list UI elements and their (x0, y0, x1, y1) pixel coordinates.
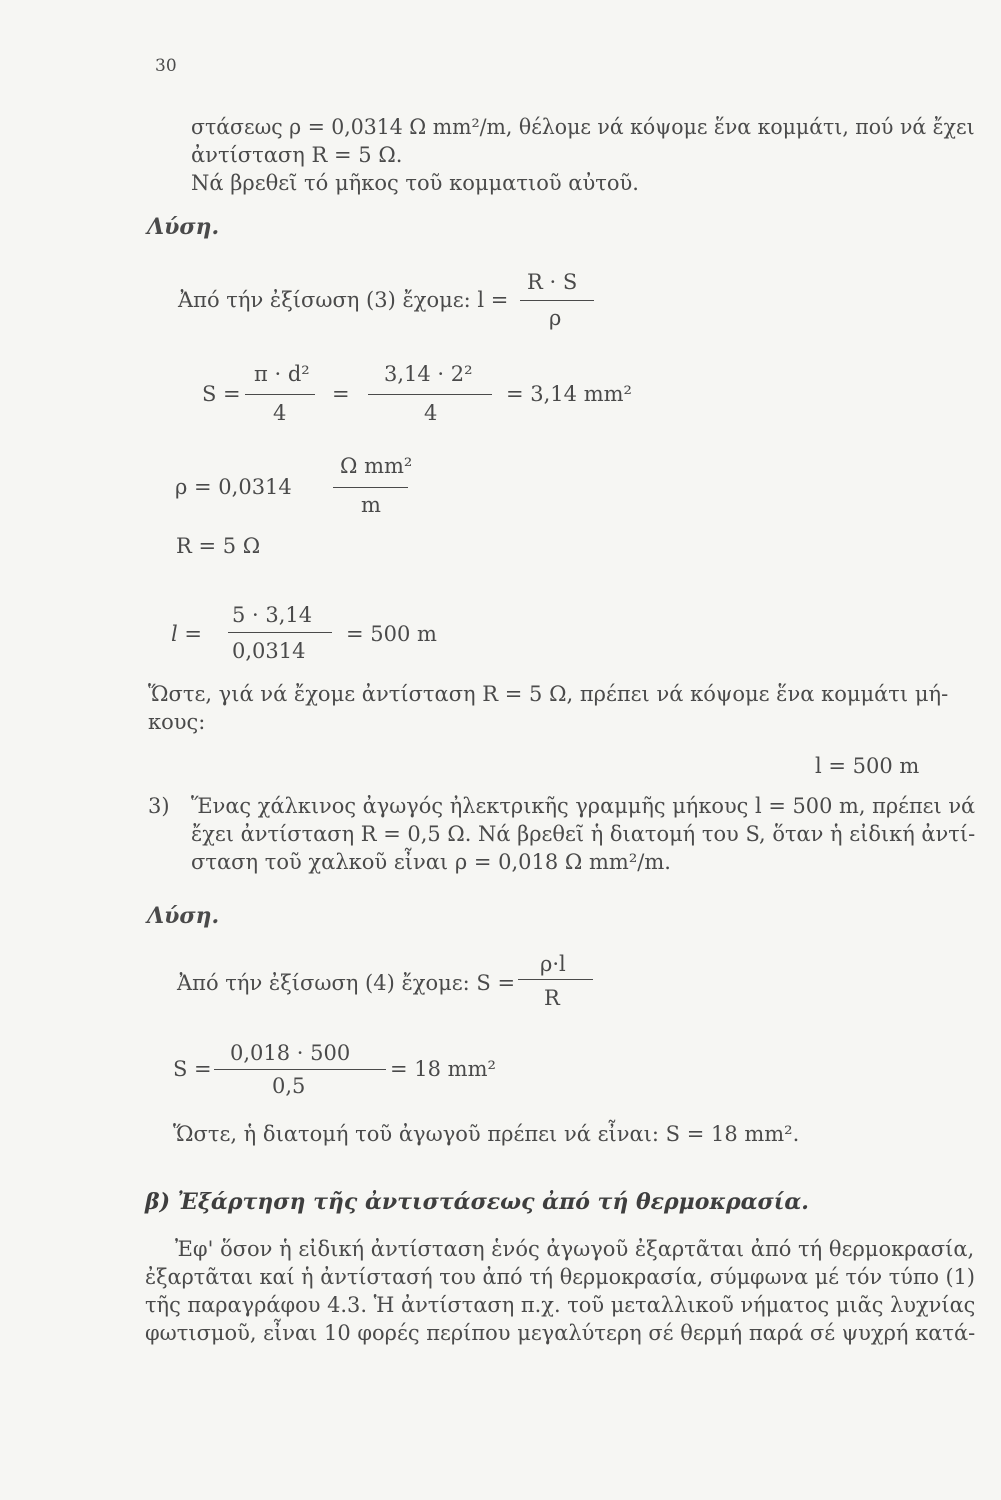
solution-2-label: Λύση. (147, 903, 220, 929)
l-numerator: 5 · 3,14 (232, 603, 313, 627)
section-b-line-3: τῆς παραγράφου 4.3. Ἡ ἀντίσταση π.χ. τοῦ μεταλλικοῦ νήματος μιᾶς λυχνίας (145, 1293, 976, 1317)
eq3-numerator: R · S (527, 270, 578, 294)
s-fraction-bar-2 (368, 394, 492, 395)
s-label: S = (202, 382, 241, 406)
conclusion-1-line-2: κους: (148, 710, 206, 734)
s-denominator-1: 4 (273, 401, 287, 425)
s-denominator-2: 4 (424, 401, 438, 425)
s-numerator-2: 3,14 · 2² (384, 362, 473, 386)
problem-3-line-1: Ἕνας χάλκινος ἀγωγός ἠλεκτρικῆς γραμμῆς μήκους l = 500 m, πρέπει νά (191, 794, 976, 818)
eq4-intro: Ἀπό τήν ἐξίσωση (4) ἔχομε: S = (177, 971, 516, 995)
s2-numerator: 0,018 · 500 (230, 1041, 351, 1065)
intro-line-2: ἀντίσταση R = 5 Ω. (191, 143, 403, 167)
eq4-fraction-bar (518, 979, 593, 980)
section-b-line-2: ἐξαρτᾶται καί ἡ ἀντίστασή του ἀπό τή θερμοκρασία, σύμφωνα μέ τόν τύπο (1) (145, 1265, 975, 1289)
section-b-heading: β) Ἐξάρτηση τῆς ἀντιστάσεως ἀπό τή θερμοκρασία. (145, 1189, 809, 1215)
conclusion-2: Ὥστε, ἡ διατομή τοῦ ἀγωγοῦ πρέπει νά εἶναι: S = 18 mm². (173, 1122, 800, 1146)
problem-3-number: 3) (148, 794, 170, 818)
s2-denominator: 0,5 (272, 1074, 306, 1098)
rho-label: ρ = 0,0314 (175, 475, 292, 499)
intro-line-1: στάσεως ρ = 0,0314 Ω mm²/m, θέλομε νά κόψομε ἕνα κομμάτι, πού νά ἔχει (191, 115, 975, 139)
s-fraction-bar-1 (245, 394, 315, 395)
rho-fraction-bar (333, 487, 408, 488)
page-number: 30 (155, 56, 177, 76)
l-result: = 500 m (346, 622, 437, 646)
solution-1-label: Λύση. (147, 214, 220, 240)
eq3-intro: Ἀπό τήν ἐξίσωση (3) ἔχομε: l = (178, 288, 509, 312)
r-value: R = 5 Ω (176, 534, 261, 558)
eq4-denominator: R (544, 986, 560, 1010)
l-denominator: 0,0314 (232, 639, 306, 663)
eq3-fraction-bar (520, 300, 594, 301)
eq3-denominator: ρ (549, 306, 562, 330)
section-b-line-4: φωτισμοῦ, εἶναι 10 φορές περίπου μεγαλύτερη σέ θερμή παρά σέ ψυχρή κατά- (145, 1321, 976, 1345)
s-equals: = (332, 382, 350, 406)
s2-result: = 18 mm² (390, 1057, 496, 1081)
problem-3-line-3: σταση τοῦ χαλκοῦ εἶναι ρ = 0,018 Ω mm²/m. (191, 850, 671, 874)
answer-1: l = 500 m (815, 754, 920, 778)
s-result: = 3,14 mm² (506, 382, 632, 406)
problem-3-line-2: ἔχει ἀντίσταση R = 0,5 Ω. Νά βρεθεῖ ἡ διατομή του S, ὅταν ἡ εἰδική ἀντί- (191, 822, 976, 846)
s-numerator-1: π · d² (254, 362, 310, 386)
rho-denominator: m (361, 493, 381, 517)
s2-fraction-bar (214, 1069, 386, 1070)
conclusion-1-line-1: Ὥστε, γιά νά ἔχομε ἀντίσταση R = 5 Ω, πρέπει νά κόψομε ἕνα κομμάτι μή- (148, 682, 949, 706)
l-fraction-bar (228, 632, 332, 633)
rho-numerator: Ω mm² (340, 454, 413, 478)
s2-label: S = (173, 1057, 212, 1081)
eq4-numerator: ρ·l (540, 952, 566, 976)
section-b-line-1: Ἐφ' ὅσον ἡ εἰδική ἀντίσταση ἑνός ἀγωγοῦ ἐξαρτᾶται ἀπό τή θερμοκρασία, (175, 1237, 975, 1261)
intro-line-3: Νά βρεθεῖ τό μῆκος τοῦ κομματιοῦ αὐτοῦ. (191, 171, 639, 195)
l-label: l = (171, 622, 202, 646)
